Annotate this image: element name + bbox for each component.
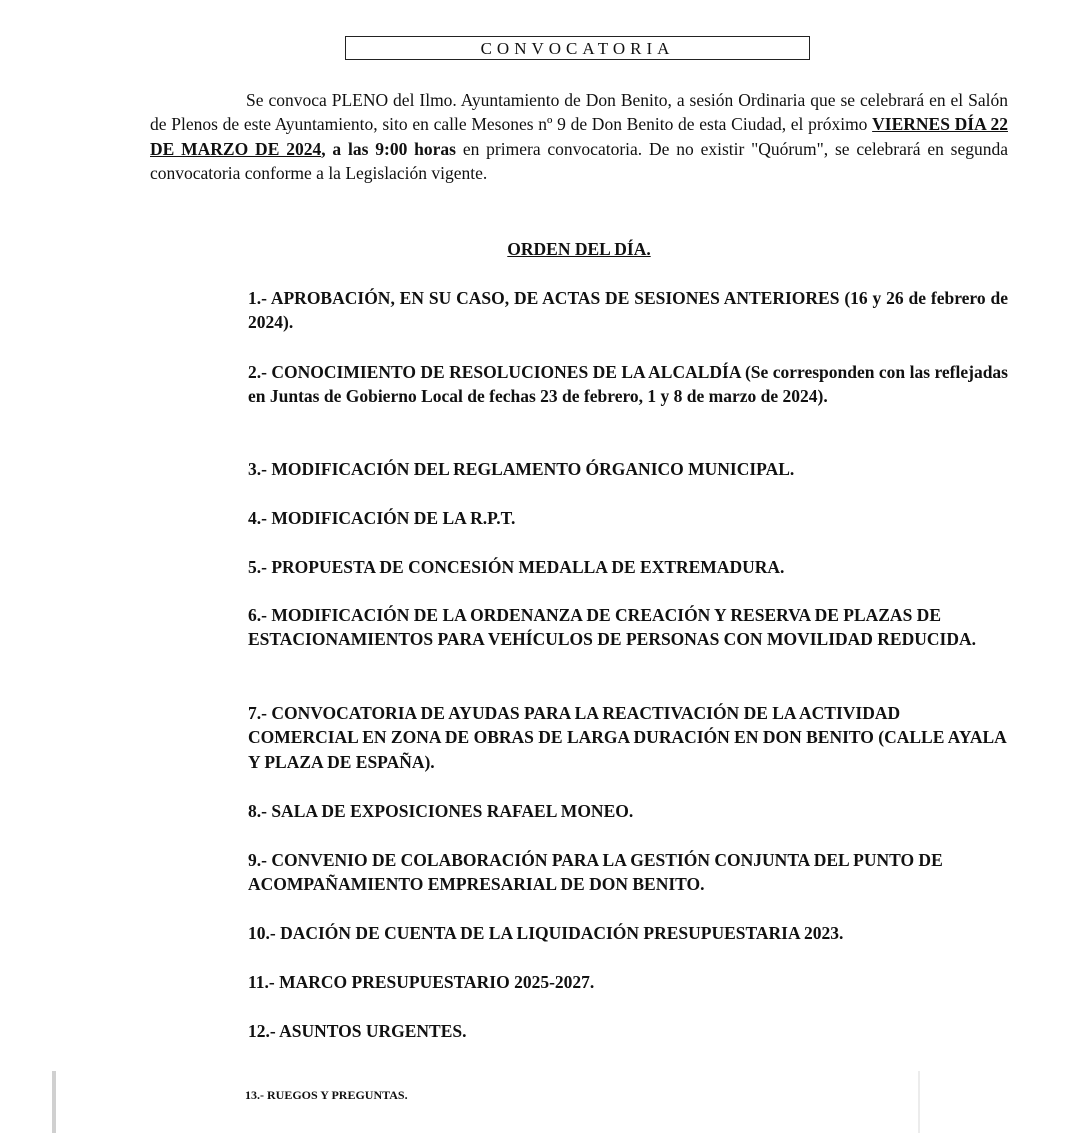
agenda-title: ORDEN DEL DÍA. (507, 239, 651, 259)
agenda-item-8: 8.- SALA DE EXPOSICIONES RAFAEL MONEO. (248, 801, 634, 821)
intro-paragraph (150, 88, 1008, 186)
agenda-item-13: 13.- RUEGOS Y PREGUNTAS. (245, 1088, 408, 1102)
agenda-item-10: 10.- DACIÓN DE CUENTA DE LA LIQUIDACIÓN PRESUPUESTARIA 2023. (248, 923, 844, 943)
agenda-item-7: 7.- CONVOCATORIA DE AYUDAS PARA LA REACTIVACIÓN DE LA ACTIVIDAD COMERCIAL EN ZONA DE OBRAS DE LARGA DURACIÓN EN DON BENITO (CALLE AYALA Y PLAZA DE ESPAÑA). (248, 703, 1006, 772)
agenda-item-9: 9.- CONVENIO DE COLABORACIÓN PARA LA GESTIÓN CONJUNTA DEL PUNTO DE ACOMPAÑAMIENTO EMPRESARIAL DE DON BENITO. (248, 850, 943, 895)
session-date: VIERNES DÍA 22 DE MARZO DE 2024 (150, 114, 1008, 159)
agenda-item-1: 1.- APROBACIÓN, EN SU CASO, DE ACTAS DE SESIONES ANTERIORES (16 y 26 de febrero de 2024). (248, 288, 1008, 333)
agenda-item-12: 12.- ASUNTOS URGENTES. (248, 1021, 467, 1041)
agenda-item-5: 5.- PROPUESTA DE CONCESIÓN MEDALLA DE EXTREMADURA. (248, 557, 785, 577)
document-title: CONVOCATORIA (345, 36, 810, 60)
agenda-item-2: 2.- CONOCIMIENTO DE RESOLUCIONES DE LA ALCALDÍA (Se corresponden con las reflejadas en Juntas de Gobierno Local de fechas 23 de febrero, 1 y 8 de marzo de 2024). (248, 362, 1008, 407)
agenda-item-6: 6.- MODIFICACIÓN DE LA ORDENANZA DE CREACIÓN Y RESERVA DE PLAZAS DE ESTACIONAMIENTOS PARA VEHÍCULOS DE PERSONAS CON MOVILIDAD REDUCIDA. (248, 605, 976, 650)
session-time: , a las 9:00 horas (321, 138, 456, 159)
page-edge-divider (52, 1071, 56, 1133)
intro-text-1: Se convoca PLENO del Ilmo. Ayuntamiento de Don Benito, a sesión Ordinaria que se celebrará en el Salón de Plenos de este Ayuntamiento, sito en calle Mesones nº 9 de Don Benito de esta Ciudad, el próximo (150, 90, 1008, 135)
page-edge-divider-right (918, 1071, 920, 1133)
agenda-item-11: 11.- MARCO PRESUPUESTARIO 2025-2027. (248, 972, 595, 992)
intro-text-2: en primera convocatoria. De no existir "Quórum", se celebrará en segunda convocatoria conforme a la Legislación vigente. (150, 138, 1009, 184)
agenda-item-4: 4.- MODIFICACIÓN DE LA R.P.T. (248, 508, 516, 528)
agenda-item-3: 3.- MODIFICACIÓN DEL REGLAMENTO ÓRGANICO MUNICIPAL. (248, 459, 795, 479)
